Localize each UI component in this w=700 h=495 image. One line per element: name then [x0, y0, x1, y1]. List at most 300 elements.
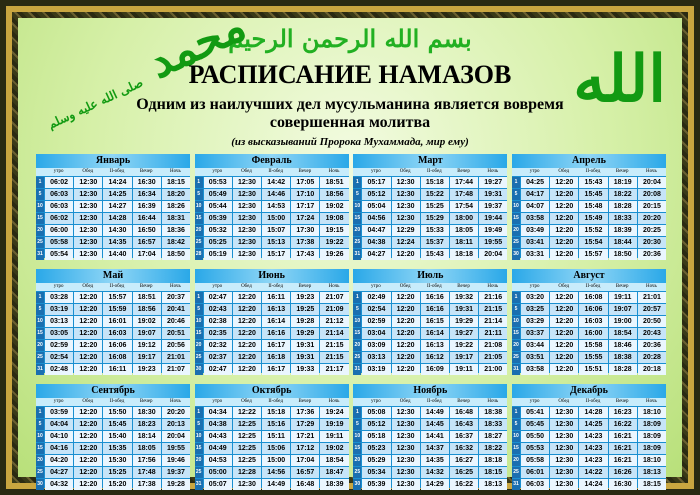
day-number: 5: [512, 189, 520, 200]
prayer-time: 19:29: [291, 328, 319, 339]
prayer-time: 17:21: [291, 431, 319, 442]
prayer-time: 03:20: [521, 292, 549, 303]
prayer-time: 18:42: [162, 237, 190, 248]
column-header: утро: [212, 284, 223, 289]
day-number: 20: [353, 340, 361, 351]
column-header: Вечер: [298, 169, 312, 174]
column-headers: [353, 398, 507, 406]
prayer-time: 12:30: [392, 407, 420, 418]
prayer-time: 12:20: [550, 213, 578, 224]
prayer-time: 12:20: [550, 316, 578, 327]
day-number: 31: [36, 364, 44, 375]
table-row: [353, 467, 507, 478]
month-table: [195, 384, 349, 488]
prayer-time: 05:49: [204, 189, 232, 200]
column-header: Обед: [558, 399, 570, 404]
day-number: 1: [36, 177, 44, 188]
table-row: [353, 249, 507, 260]
prayer-time: 12:20: [550, 292, 578, 303]
prayer-time: 12:20: [550, 177, 578, 188]
prayer-time: 15:35: [103, 443, 131, 454]
prayer-time: 04:25: [521, 177, 549, 188]
column-header: Обед: [82, 399, 94, 404]
prayer-time: 19:32: [450, 292, 478, 303]
prayer-time: 18:33: [479, 419, 507, 430]
prayer-time: 16:30: [133, 177, 161, 188]
prayer-time: 12:20: [74, 352, 102, 363]
prayer-time: 15:00: [262, 213, 290, 224]
table-row: [353, 328, 507, 339]
month-name: Январь: [36, 154, 190, 168]
prayer-time: 18:26: [162, 201, 190, 212]
prayer-time: 12:20: [74, 292, 102, 303]
prayer-time: 12:29: [392, 225, 420, 236]
prayer-time: 04:47: [362, 225, 390, 236]
table-row: [36, 201, 190, 212]
prayer-time: 12:30: [233, 177, 261, 188]
prayer-time: 12:30: [392, 177, 420, 188]
prayer-time: 16:30: [609, 479, 637, 490]
day-number: 15: [195, 213, 203, 224]
column-header: Вечер: [139, 399, 153, 404]
prayer-time: 05:50: [521, 431, 549, 442]
table-row: [353, 177, 507, 188]
prayer-time: 14:30: [103, 225, 131, 236]
prayer-time: 16:25: [450, 467, 478, 478]
day-number: 25: [36, 237, 44, 248]
prayer-time: 20:50: [638, 316, 666, 327]
day-number: 25: [353, 467, 361, 478]
prayer-time: 03:29: [521, 316, 549, 327]
prayer-time: 16:17: [262, 340, 290, 351]
prayer-time: 12:20: [550, 304, 578, 315]
column-header: Ночь: [170, 284, 181, 289]
prayer-time: 18:27: [479, 431, 507, 442]
day-number: 15: [512, 328, 520, 339]
prayer-time: 20:08: [638, 189, 666, 200]
table-row: [36, 443, 190, 454]
prayer-time: 20:56: [162, 340, 190, 351]
prayer-time: 12:20: [74, 364, 102, 375]
prayer-time: 02:48: [45, 364, 73, 375]
month-name: Апрель: [512, 154, 666, 168]
prayer-time: 12:30: [392, 443, 420, 454]
table-row: [353, 479, 507, 490]
prayer-time: 17:10: [291, 189, 319, 200]
prayer-time: 12:20: [550, 364, 578, 375]
day-number: 1: [195, 177, 203, 188]
column-header: Ночь: [328, 284, 340, 289]
prayer-time: 20:30: [638, 237, 666, 248]
prayer-time: 16:26: [609, 467, 637, 478]
day-number: 30: [353, 479, 361, 490]
prayer-time: 19:33: [291, 364, 319, 375]
prayer-time: 03:25: [521, 304, 549, 315]
prayer-time: 21:01: [638, 292, 666, 303]
table-row: [36, 467, 190, 478]
prayer-time: 15:30: [103, 455, 131, 466]
prayer-time: 16:22: [609, 419, 637, 430]
prayer-time: 15:50: [103, 407, 131, 418]
prayer-time: 04:38: [362, 237, 390, 248]
prayer-time: 18:36: [162, 225, 190, 236]
day-number: 31: [512, 364, 520, 375]
prayer-time: 15:54: [579, 237, 607, 248]
prayer-time: 21:08: [479, 340, 507, 351]
prayer-time: 04:38: [204, 419, 232, 430]
prayer-time: 12:20: [233, 328, 261, 339]
day-number: 30: [512, 249, 520, 260]
column-header: утро: [53, 284, 64, 289]
prayer-time: 15:16: [262, 419, 290, 430]
prayer-time: 12:30: [392, 213, 420, 224]
prayer-time: 16:39: [133, 201, 161, 212]
prayer-time: 21:07: [162, 364, 190, 375]
table-row: [195, 292, 349, 303]
day-number: 10: [195, 201, 203, 212]
day-number: 20: [353, 455, 361, 466]
prayer-time: 17:30: [291, 225, 319, 236]
prayer-time: 12:20: [550, 249, 578, 260]
day-number: 15: [353, 443, 361, 454]
prayer-time: 18:28: [609, 201, 637, 212]
prayer-time: 21:07: [320, 292, 348, 303]
prayer-time: 15:48: [579, 201, 607, 212]
column-header: утро: [529, 284, 540, 289]
prayer-time: 12:30: [550, 407, 578, 418]
prayer-time: 03:09: [362, 340, 390, 351]
day-number: 25: [36, 467, 44, 478]
prayer-time: 17:48: [450, 189, 478, 200]
table-row: [512, 328, 666, 339]
prayer-time: 19:49: [479, 225, 507, 236]
prayer-time: 16:57: [291, 467, 319, 478]
prayer-time: 18:05: [450, 225, 478, 236]
prayer-time: 18:39: [320, 479, 348, 490]
prayer-time: 17:38: [291, 237, 319, 248]
prayer-time: 02:35: [204, 328, 232, 339]
prayer-time: 05:18: [362, 431, 390, 442]
column-header: Ночь: [487, 399, 499, 404]
prayer-time: 15:45: [103, 419, 131, 430]
prayer-time: 12:20: [74, 431, 102, 442]
prayer-time: 18:22: [609, 189, 637, 200]
prayer-time: 15:07: [262, 225, 290, 236]
prayer-time: 14:23: [579, 455, 607, 466]
prayer-time: 19:11: [609, 292, 637, 303]
prayer-time: 12:20: [74, 328, 102, 339]
prayer-time: 12:20: [74, 407, 102, 418]
column-header: Ночь: [646, 169, 657, 174]
prayer-time: 18:56: [320, 189, 348, 200]
prayer-time: 12:30: [233, 479, 261, 490]
poster-content: [18, 0, 682, 488]
day-number: 25: [512, 467, 520, 478]
prayer-time: 18:31: [162, 213, 190, 224]
prayer-time: 12:20: [74, 419, 102, 430]
column-header: Обед: [399, 169, 411, 174]
prayer-time: 12:30: [233, 225, 261, 236]
day-number: 31: [36, 249, 44, 260]
prayer-time: 05:58: [45, 237, 73, 248]
day-number: 25: [512, 352, 520, 363]
column-header: утро: [371, 399, 381, 404]
day-number: 20: [195, 225, 203, 236]
table-row: [195, 189, 349, 200]
prayer-time: 12:30: [550, 443, 578, 454]
column-header: Ночь: [646, 284, 657, 289]
month-table: [353, 154, 507, 258]
table-row: [195, 213, 349, 224]
day-number: 1: [353, 292, 361, 303]
prayer-time: 12:30: [74, 237, 102, 248]
prayer-time: 03:28: [45, 292, 73, 303]
prayer-time: 03:41: [521, 237, 549, 248]
prayer-time: 20:43: [638, 328, 666, 339]
prayer-time: 04:07: [521, 201, 549, 212]
prayer-time: 05:53: [204, 177, 232, 188]
prayer-time: 04:56: [362, 213, 390, 224]
prayer-time: 15:57: [103, 292, 131, 303]
day-number: 1: [195, 292, 203, 303]
prayer-time: 12:20: [550, 340, 578, 351]
prayer-time: 15:17: [262, 249, 290, 260]
table-row: [512, 431, 666, 442]
prayer-time: 15:11: [262, 431, 290, 442]
prayer-time: 05:25: [204, 237, 232, 248]
prayer-time: 18:23: [133, 419, 161, 430]
prayer-time: 05:39: [204, 213, 232, 224]
prayer-time: 19:46: [162, 455, 190, 466]
prayer-time: 14:24: [579, 479, 607, 490]
day-number: 1: [512, 292, 520, 303]
prayer-time: 14:45: [421, 419, 449, 430]
prayer-time: 16:00: [579, 328, 607, 339]
table-row: [36, 237, 190, 248]
day-number: 5: [36, 189, 44, 200]
prayer-time: 19:55: [479, 237, 507, 248]
table-row: [353, 352, 507, 363]
prayer-time: 16:08: [103, 352, 131, 363]
prayer-time: 20:41: [162, 304, 190, 315]
prayer-time: 12:20: [233, 292, 261, 303]
prayer-time: 05:12: [362, 189, 390, 200]
prayer-time: 04:34: [204, 407, 232, 418]
prayer-time: 14:28: [579, 407, 607, 418]
prayer-time: 12:30: [392, 467, 420, 478]
prayer-time: 16:08: [579, 292, 607, 303]
day-number: 20: [36, 225, 44, 236]
prayer-time: 19:22: [450, 340, 478, 351]
prayer-time: 02:32: [204, 340, 232, 351]
day-number: 25: [195, 352, 203, 363]
prayer-time: 12:24: [392, 237, 420, 248]
prayer-time: 14:22: [579, 467, 607, 478]
prayer-time: 19:37: [479, 201, 507, 212]
prayer-time: 04:27: [362, 249, 390, 260]
day-number: 15: [512, 443, 520, 454]
day-number: 10: [353, 316, 361, 327]
prayer-time: 21:17: [320, 364, 348, 375]
column-header: утро: [212, 399, 223, 404]
prayer-time: 03:37: [521, 328, 549, 339]
prayer-time: 12:30: [392, 479, 420, 490]
prayer-time: 20:18: [638, 364, 666, 375]
prayer-time: 16:43: [450, 419, 478, 430]
prayer-time: 15:25: [421, 201, 449, 212]
month-name: Май: [36, 269, 190, 283]
day-number: 31: [512, 479, 520, 490]
prayer-time: 19:12: [133, 340, 161, 351]
prayer-time: 21:16: [479, 292, 507, 303]
prayer-time: 14:23: [579, 443, 607, 454]
day-number: 25: [195, 237, 203, 248]
prayer-time: 05:29: [362, 455, 390, 466]
table-row: [512, 189, 666, 200]
prayer-time: 03:44: [521, 340, 549, 351]
prayer-time: 19:15: [320, 225, 348, 236]
table-row: [195, 340, 349, 351]
day-number: 20: [36, 340, 44, 351]
prayer-time: 19:24: [320, 407, 348, 418]
prayer-time: 05:12: [362, 419, 390, 430]
prayer-time: 17:04: [291, 455, 319, 466]
prayer-time: 16:21: [609, 431, 637, 442]
table-row: [353, 213, 507, 224]
prayer-time: 05:34: [362, 467, 390, 478]
column-headers: [195, 283, 349, 291]
column-header: Вечер: [457, 284, 470, 289]
prayer-time: 12:30: [74, 177, 102, 188]
prayer-time: 18:30: [133, 407, 161, 418]
prayer-time: 19:11: [450, 364, 478, 375]
prayer-time: 15:43: [421, 249, 449, 260]
day-number: 28: [195, 249, 203, 260]
table-row: [36, 304, 190, 315]
prayer-time: 19:25: [291, 304, 319, 315]
column-header: Обед: [399, 399, 411, 404]
prayer-time: 19:11: [320, 431, 348, 442]
prayer-time: 12:20: [233, 316, 261, 327]
prayer-time: 06:00: [45, 225, 73, 236]
day-number: 5: [353, 419, 361, 430]
column-header: Ночь: [646, 399, 657, 404]
table-row: [353, 364, 507, 375]
prayer-time: 03:31: [521, 249, 549, 260]
prayer-time: 12:20: [392, 364, 420, 375]
prayer-time: 05:19: [204, 249, 232, 260]
column-header: Ночь: [487, 284, 499, 289]
column-header: Обед: [241, 284, 252, 289]
prayer-time: 18:28: [609, 364, 637, 375]
day-number: 5: [195, 419, 203, 430]
prayer-time: 12:30: [550, 479, 578, 490]
column-header: утро: [529, 399, 540, 404]
prayer-time: 19:02: [320, 201, 348, 212]
table-row: [36, 479, 190, 490]
table-row: [353, 292, 507, 303]
table-row: [36, 419, 190, 430]
column-headers: [36, 168, 190, 176]
table-row: [512, 201, 666, 212]
prayer-time: 16:37: [450, 431, 478, 442]
prayer-time: 14:37: [421, 443, 449, 454]
day-number: 5: [195, 189, 203, 200]
table-row: [512, 479, 666, 490]
day-number: 10: [36, 316, 44, 327]
prayer-time: 19:31: [291, 352, 319, 363]
column-header: утро: [371, 284, 381, 289]
prayer-time: 05:44: [204, 201, 232, 212]
prayer-time: 04:32: [45, 479, 73, 490]
prayer-time: 12:20: [74, 340, 102, 351]
prayer-time: 20:20: [638, 213, 666, 224]
column-header: II-обед: [268, 399, 283, 404]
prayer-time: 18:54: [609, 328, 637, 339]
prayer-time: 15:13: [262, 237, 290, 248]
prayer-time: 20:36: [638, 249, 666, 260]
prayer-time: 15:22: [421, 189, 449, 200]
day-number: 30: [195, 364, 203, 375]
day-number: 10: [512, 316, 520, 327]
table-row: [353, 407, 507, 418]
prayer-time: 05:08: [362, 407, 390, 418]
prayer-time: 16:17: [262, 364, 290, 375]
prayer-time: 19:23: [133, 364, 161, 375]
table-row: [512, 467, 666, 478]
table-row: [36, 431, 190, 442]
prayer-time: 18:38: [479, 407, 507, 418]
prayer-time: 16:22: [450, 479, 478, 490]
table-row: [195, 237, 349, 248]
table-row: [195, 431, 349, 442]
prayer-time: 17:24: [291, 213, 319, 224]
table-row: [36, 455, 190, 466]
prayer-time: 06:03: [521, 479, 549, 490]
table-row: [195, 455, 349, 466]
table-row: [36, 189, 190, 200]
table-row: [195, 328, 349, 339]
prayer-time: 12:25: [233, 431, 261, 442]
table-row: [36, 407, 190, 418]
prayer-time: 20:36: [638, 340, 666, 351]
table-row: [36, 225, 190, 236]
prayer-time: 02:54: [45, 352, 73, 363]
day-number: 15: [36, 213, 44, 224]
column-header: II-обед: [109, 399, 125, 404]
day-number: 1: [195, 407, 203, 418]
prayer-time: 04:20: [45, 455, 73, 466]
column-header: утро: [53, 169, 64, 174]
prayer-time: 12:25: [233, 455, 261, 466]
prayer-time: 03:13: [45, 316, 73, 327]
prayer-time: 15:18: [421, 177, 449, 188]
prayer-time: 06:02: [45, 177, 73, 188]
prayer-time: 18:15: [162, 177, 190, 188]
prayer-time: 20:15: [638, 201, 666, 212]
column-header: утро: [212, 169, 223, 174]
prayer-time: 03:19: [45, 304, 73, 315]
column-header: Обед: [82, 169, 94, 174]
column-headers: [353, 283, 507, 291]
prayer-time: 18:47: [320, 467, 348, 478]
day-number: 31: [195, 479, 203, 490]
day-number: 20: [195, 340, 203, 351]
table-row: [353, 455, 507, 466]
column-header: утро: [53, 399, 64, 404]
prayer-time: 19:55: [162, 443, 190, 454]
prayer-time: 16:03: [579, 316, 607, 327]
